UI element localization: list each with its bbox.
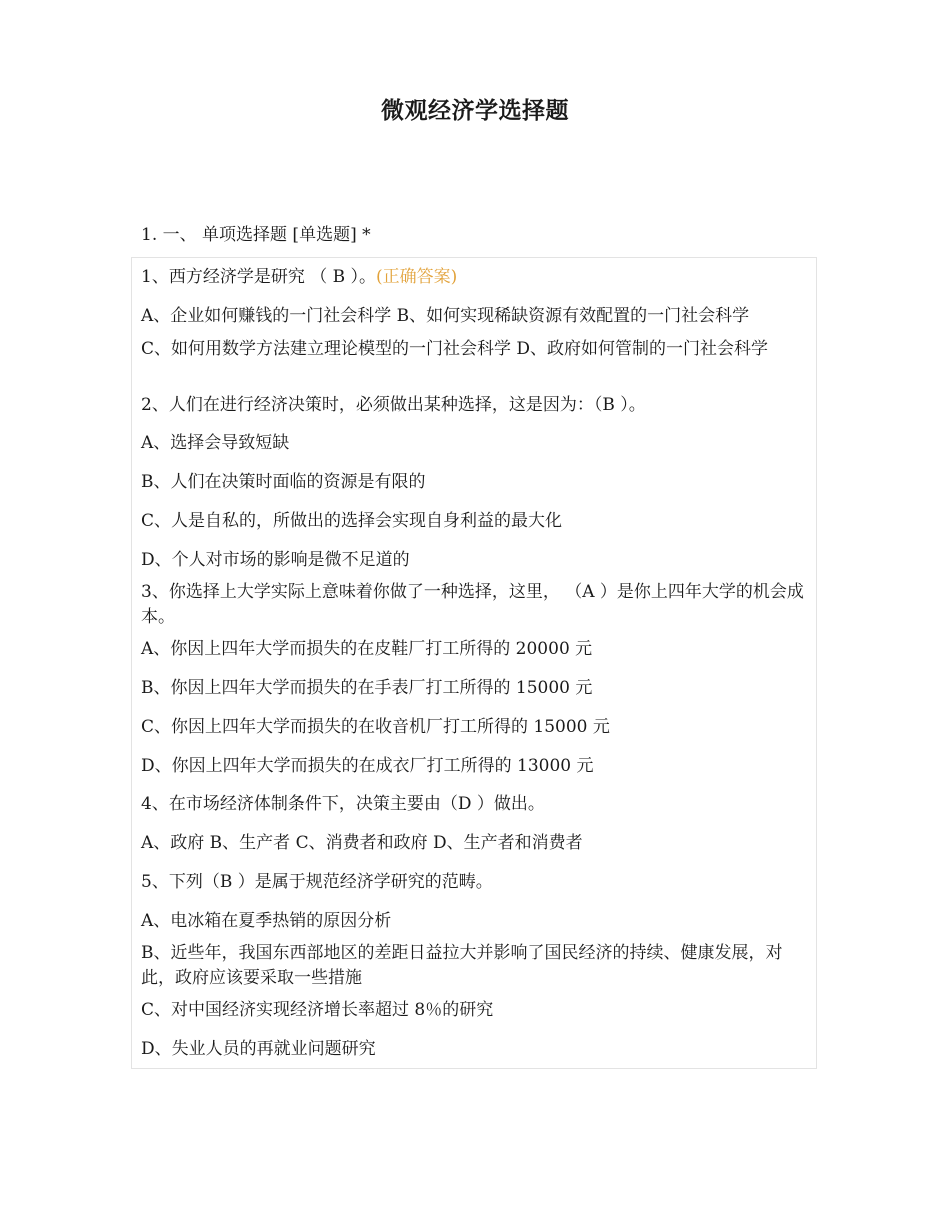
question-5: 5、下列（B ）是属于规范经济学研究的范畴。 bbox=[141, 872, 493, 892]
question-2-option-d: D、个人对市场的影响是微不足道的 bbox=[141, 550, 410, 570]
question-5-option-c: C、对中国经济实现经济增长率超过 8％的研究 bbox=[141, 1000, 494, 1020]
question-2-option-c: C、人是自私的，所做出的选择会实现自身利益的最大化 bbox=[141, 511, 563, 531]
question-2-option-b: B、人们在决策时面临的资源是有限的 bbox=[141, 472, 426, 492]
question-3-option-a: A、你因上四年大学而损失的在皮鞋厂打工所得的 20000 元 bbox=[141, 639, 593, 659]
question-5-option-a: A、电冰箱在夏季热销的原因分析 bbox=[141, 911, 392, 931]
question-2-option-a: A、选择会导致短缺 bbox=[141, 433, 290, 453]
question-4: 4、在市场经济体制条件下，决策主要由（D ）做出。 bbox=[141, 794, 545, 814]
page-title: 微观经济学选择题 bbox=[381, 98, 569, 124]
question-3-option-b: B、你因上四年大学而损失的在手表厂打工所得的 15000 元 bbox=[141, 678, 593, 698]
question-2: 2、人们在进行经济决策时，必须做出某种选择，这是因为：（B ）。 bbox=[141, 395, 646, 415]
question-4-options: A、政府 B、生产者 C、消费者和政府 D、生产者和消费者 bbox=[141, 833, 583, 853]
correct-answer-note: (正确答案) bbox=[376, 267, 458, 287]
question-1-options-cd: C、如何用数学方法建立理论模型的一门社会科学 D、政府如何管制的一门社会科学 bbox=[141, 339, 769, 359]
question-3-option-d: D、你因上四年大学而损失的在成衣厂打工所得的 13000 元 bbox=[141, 756, 594, 776]
question-1-options-ab: A、企业如何赚钱的一门社会科学 B、如何实现稀缺资源有效配置的一门社会科学 bbox=[141, 306, 750, 326]
question-5-option-b: B、近些年，我国东西部地区的差距日益拉大并影响了国民经济的持续、健康发展，对此，政府应该要采取一些措施 bbox=[141, 943, 783, 988]
question-1 bbox=[141, 265, 811, 290]
question-3-option-c: C、你因上四年大学而损失的在收音机厂打工所得的 15000 元 bbox=[141, 717, 610, 737]
question-3: 3、你选择上大学实际上意味着你做了一种选择，这里， （A ）是你上四年大学的机会成本。 bbox=[141, 582, 804, 627]
question-1-text: 1、西方经济学是研究 （ B ）。 bbox=[141, 267, 377, 287]
section-heading: 1. 一、 单项选择题 [单选题] * bbox=[141, 225, 371, 245]
question-5-option-d: D、失业人员的再就业问题研究 bbox=[141, 1039, 376, 1059]
